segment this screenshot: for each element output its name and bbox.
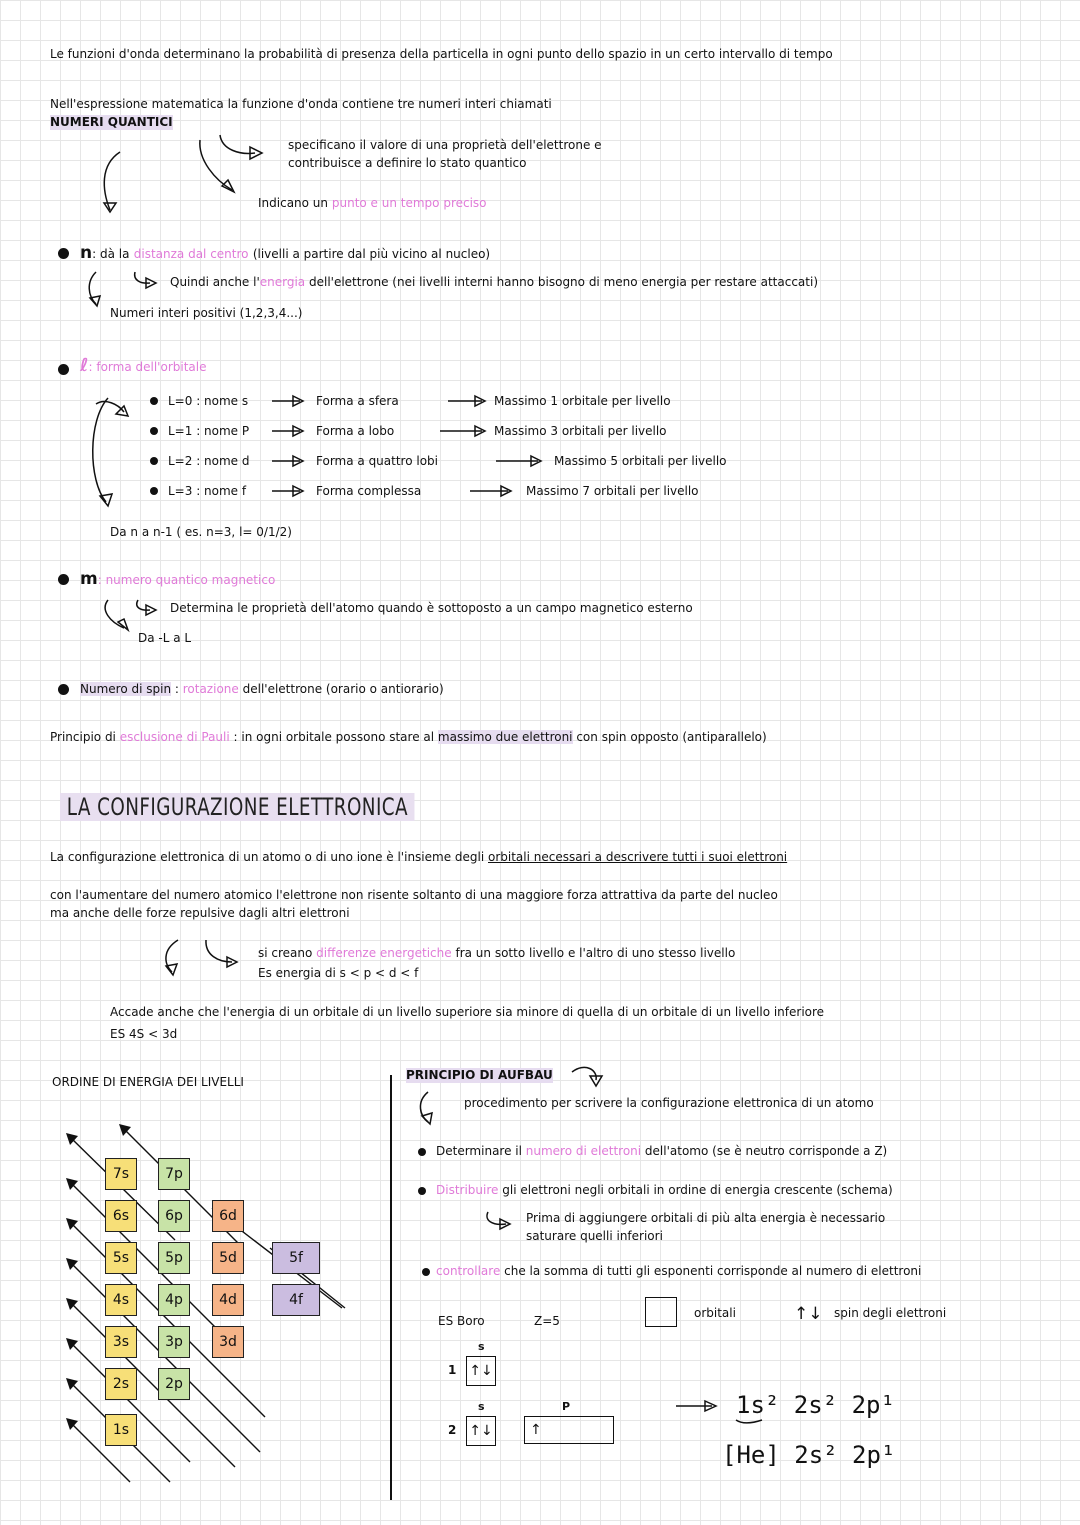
aufbau-title: PRINCIPIO DI AUFBAU [406,1068,553,1082]
orbital-cell-6p: 6p [158,1200,190,1232]
config-noble: [He] 2s² 2p¹ [722,1441,896,1469]
aufbau-b3b: che la somma di tutti gli esponenti corrisponde al numero di elettroni [500,1264,922,1278]
diff-c: fra un sotto livello e l'altro di uno stesso livello [451,946,736,960]
orbital-cell-5d: 5d [212,1242,244,1274]
accade-line: Accade anche che l'energia di un orbitale di un livello superiore sia minore di quella di un orbitale di un livello inferiore [110,1005,825,1019]
section-title: LA CONFIGURAZIONE ELETTRONICA [60,793,415,821]
l-range: Da n a n-1 ( es. n=3, l= 0/1/2) [110,525,292,539]
indicano-line [258,196,487,211]
n-line [80,243,490,264]
level-1-label: 1 [448,1363,457,1377]
diff-a: si creano [258,946,317,960]
pauli-e: con spin opposto (antiparallelo) [572,730,767,744]
aufbau-proc: procedimento per scrivere la configurazione elettronica di un atomo [464,1096,874,1110]
orbital-cell-2p: 2p [158,1368,190,1400]
orbital-cell-6d: 6d [212,1200,244,1232]
n-symbol: n [80,243,93,263]
level-2-label: 2 [448,1423,457,1437]
spin-arrows-icon: ↑↓ [794,1304,823,1324]
l-row-2-max: Massimo 5 orbitali per livello [554,454,727,468]
l-row-2-name: L=2 : nome d [168,454,250,468]
orbital-cell-1s: 1s [105,1414,137,1446]
s-label-2: s [478,1400,485,1413]
orbital-cell-4s: 4s [105,1284,137,1316]
orbital-1s-box: ↑↓ [466,1356,496,1386]
orbital-cell-2s: 2s [105,1368,137,1400]
cfg-def-b: orbitali necessari a descrivere tutti i suoi elettroni [488,850,788,864]
spin-label: Numero di spin [80,682,172,696]
orbital-cell-4p: 4p [158,1284,190,1316]
aufbau-b1a: Determinare il [436,1144,526,1158]
pauli-max: massimo due elettroni [437,730,573,744]
bullet-dot [150,427,158,435]
l-row-3-max: Massimo 7 orbitali per livello [526,484,699,498]
l-row-1-shape: Forma a lobo [316,424,395,438]
n-levels: (livelli a partire dal più vicino al nucleo) [252,247,491,261]
m-label: : numero quantico magnetico [97,573,276,587]
n-distance: distanza dal centro [133,247,249,261]
bullet-dot [150,397,158,405]
pauli-c: : in ogni orbitale possono stare al [229,730,438,744]
pauli-line [50,730,767,745]
l-row-0-shape: Forma a sfera [316,394,399,408]
n-energy-line [170,275,818,290]
l-row-2-shape: Forma a quattro lobi [316,454,439,468]
pauli-name: esclusione di Pauli [119,730,230,744]
m-line [80,569,275,590]
l-row-1-max: Massimo 3 orbitali per livello [494,424,667,438]
orbital-cell-4d: 4d [212,1284,244,1316]
n-energy-b: energia [259,275,306,289]
bullet-dot [150,487,158,495]
diff-b: differenze energetiche [316,946,452,960]
l-label: : forma dell'orbitale [88,360,207,374]
spin-line [80,682,444,697]
pauli-a: Principio di [50,730,120,744]
order-title: ORDINE DI ENERGIA DEI LIVELLI [52,1075,244,1089]
expr-line: Nell'espressione matematica la funzione d'onda contiene tre numeri interi chiamati [50,97,552,111]
orbital-cell-5s: 5s [105,1242,137,1274]
column-divider [390,1075,392,1500]
l-row-0-max: Massimo 1 orbitale per livello [494,394,671,408]
l-row-0-name: L=0 : nome s [168,394,249,408]
aufbau-b2b: gli elettroni negli orbitali in ordine di energia crescente (schema) [498,1183,893,1197]
diff-line [258,946,735,961]
bullet-dot [418,1148,426,1156]
n-energy-c: dell'elettrone (nei livelli interni hanno bisogno di meno energia per restare attaccati) [308,275,818,289]
orbital-2s-box: ↑↓ [466,1416,496,1446]
example-boro: ES Boro [438,1314,485,1328]
aufbau-b3 [436,1264,921,1279]
s-label-1: s [478,1340,485,1353]
p-label: P [562,1400,571,1413]
orbital-cell-7p: 7p [158,1158,190,1190]
aufbau-b1b: numero di elettroni [525,1144,642,1158]
bullet-dot [150,457,158,465]
orbital-cell-7s: 7s [105,1158,137,1190]
accade-es: ES 4S < 3d [110,1027,178,1041]
orbital-cell-5p: 5p [158,1242,190,1274]
aufbau-b2-note-1: Prima di aggiungere orbitali di più alta energia è necessario [526,1211,886,1225]
orbital-legend-box [645,1297,677,1327]
spin-desc: dell'elettrone (orario o antiorario) [242,682,444,696]
m-symbol: m [80,569,98,589]
l-row-3-shape: Forma complessa [316,484,422,498]
spec-line-2: contribuisce a definire lo stato quantico [288,156,527,170]
m-determina: Determina le proprietà dell'atomo quando è sottoposto a un campo magnetico esterno [170,601,693,615]
bullet-dot [58,684,69,695]
spin-rotation: rotazione [182,682,239,696]
bullet-dot [58,248,69,259]
spec-line-1: specificano il valore di una proprietà dell'elettrone e [288,138,602,152]
indicano-highlight: punto e un tempo preciso [331,196,487,210]
cfg-line-2a: con l'aumentare del numero atomico l'elettrone non risente soltanto di una maggiore forza attrattiva da parte del nucleo [50,888,778,902]
bullet-dot [422,1268,430,1276]
l-symbol: ℓ [80,355,89,376]
aufbau-b2 [436,1183,893,1198]
orbital-cell-6s: 6s [105,1200,137,1232]
aufbau-b2-note-2: saturare quelli inferiori [526,1229,663,1243]
orbital-legend-label: orbitali [694,1306,736,1320]
orbital-cell-3d: 3d [212,1326,244,1358]
l-row-3-name: L=3 : nome f [168,484,247,498]
intro-text: Le funzioni d'onda determinano la probabilità di presenza della particella in ogni punto dello spazio in un certo intervallo di tempo [50,47,833,61]
spin-legend-label: spin degli elettroni [834,1306,947,1320]
orbital-cell-3p: 3p [158,1326,190,1358]
orbital-cell-3s: 3s [105,1326,137,1358]
cfg-line-2b: ma anche delle forze repulsive dagli altri elettroni [50,906,350,920]
cfg-def [50,850,787,865]
numeri-quantici-label: NUMERI QUANTICI [50,115,173,129]
l-line [80,355,206,378]
orbital-2p-box: ↑ [524,1416,614,1444]
energy-order: Es energia di s < p < d < f [258,966,419,980]
aufbau-b1 [436,1144,887,1159]
orbital-cell-4f: 4f [272,1284,320,1316]
bullet-dot [58,364,69,375]
m-range: Da -L a L [138,631,192,645]
spin-colon: : [171,682,183,696]
orbital-cell-5f: 5f [272,1242,320,1274]
aufbau-b3a: controllare [436,1264,501,1278]
l-row-1-name: L=1 : nome P [168,424,250,438]
cfg-def-a: La configurazione elettronica di un atomo o di uno ione è l'insieme degli [50,850,488,864]
config-full: 1s² 2s² 2p¹ [736,1391,895,1419]
aufbau-b1c: dell'atomo (se è neutro corrisponde a Z) [641,1144,888,1158]
example-z: Z=5 [534,1314,560,1328]
bullet-dot [58,574,69,585]
aufbau-b2a: Distribuire [436,1183,499,1197]
n-energy-a: Quindi anche l' [170,275,260,289]
n-text: : dà la [92,247,130,261]
bullet-dot [418,1187,426,1195]
indicano-text: Indicano un [258,196,329,210]
n-positive: Numeri interi positivi (1,2,3,4...) [110,306,303,320]
